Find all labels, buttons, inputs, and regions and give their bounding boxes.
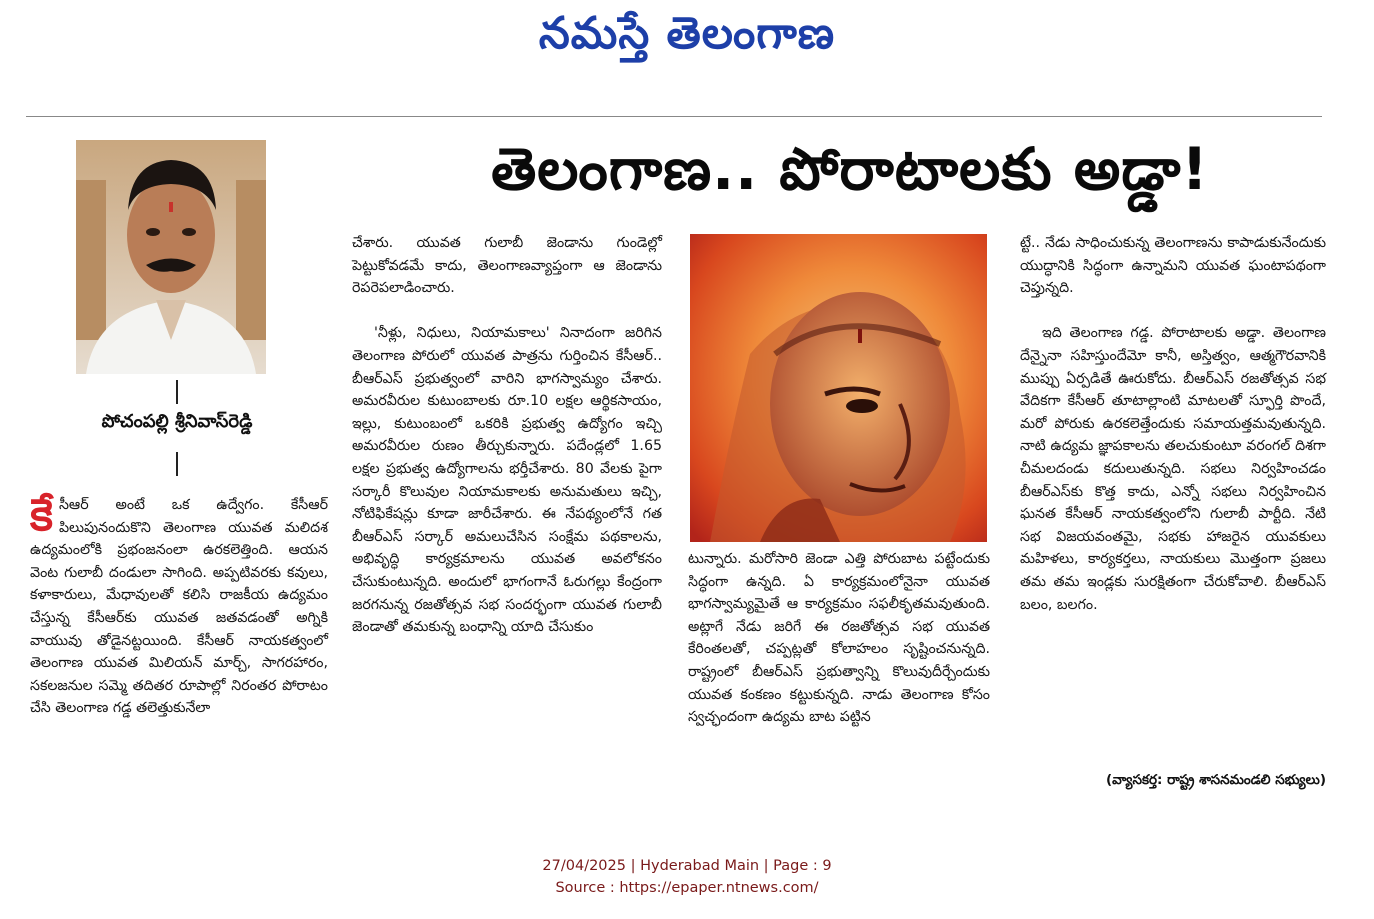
masthead-divider (26, 116, 1322, 117)
masthead-title: నమస్తే తెలంగాణ (538, 8, 836, 59)
drop-cap: కే (30, 490, 53, 541)
footer-edition-info: 27/04/2025 | Hyderabad Main | Page : 9 (542, 858, 832, 874)
author-divider-bottom (176, 452, 178, 476)
column-4-paragraph-1: ట్టే.. నేడు సాధించుకున్న తెలంగాణను కాపాడుకునేందుకు యుద్ధానికి సిద్ధంగా ఉన్నామని యువత ఘంటాపథంగా చెప్తున్నది. (1020, 235, 1326, 297)
column-3-paragraph: టున్నారు. మరోసారి జెండా ఎత్తి పోరుబాట పట్టేందుకు సిద్ధంగా ఉన్నది. ఏ కార్యక్రమంలోనైనా యువత భాగస్వామ్యమైతే ఆ కార్యక్రమం సఫలీకృతమవుతుంది. అట్లాగే నేడు జరిగే ఈ రజతోత్సవ సభ యువత కేరింతలతో, చప్పట్లతో కోలాహలం సృష్టించనున్నది. రాష్ట్రంలో బీఆర్ఎస్ ప్రభుత్వాన్ని కొలువుదీర్చేందుకు యువత కంకణం కట్టుకున్నది. నాడు తెలంగాణ కోసం స్వచ్ఛందంగా ఉద్యమ బాట పట్టిన (688, 551, 990, 726)
author-credit: (వ్యాసకర్త: రాష్ట్ర శాసనమండలి సభ్యులు) (1105, 772, 1326, 788)
column-2-paragraph-1: చేశారు. యువత గులాబీ జెండాను గుండెల్లో పెట్టుకోవడమే కాదు, తెలంగాణవ్యాప్తంగా ఆ జెండాను రెపరెపలాడించారు. (352, 235, 662, 297)
kcr-illustration (690, 234, 987, 542)
author-divider-top (176, 380, 178, 404)
article-column-3 (688, 548, 990, 798)
article-column-4 (1020, 232, 1326, 752)
column-1-paragraph: సీఆర్ అంటే ఒక ఉద్వేగం. కేసీఆర్ పిలుపునందుకొని తెలంగాణ యువత మలిదశ ఉద్యమంలోకి ప్రభంజనంలా ఉరకలెత్తింది. ఆయన వెంట గులాబీ దండులా సాగింది. అప్పటివరకు కవులు, కళాకారులు, మేధావులతో కలిసి రాజకీయ ఉద్యమం చేస్తున్న కేసీఆర్‌కు యువత జతవడంతో అగ్నికి వాయువు తోడైనట్టయింది. కేసీఆర్ నాయకత్వంలో తెలంగాణ యువత మిలియన్ మార్చ్, సాగరహారం, సకలజనుల సమ్మె తదితర రూపాల్లో నిరంతర పోరాటం చేసి తెలంగాణ గడ్డ తలెత్తుకునేలా (30, 497, 328, 717)
column-4-paragraph-2: ఇది తెలంగాణ గడ్డ. పోరాటాలకు అడ్డా. తెలంగాణ దేన్నైనా సహిస్తుందేమో కానీ, అస్తిత్వం, ఆత్మగౌరవానికి ముప్పు ఏర్పడితే ఊరుకోదు. బీఆర్ఎస్ రజతోత్సవ సభ వేదికగా కేసీఆర్ తూటాల్లాంటి మాటలతో స్ఫూర్తి పొందే, మరో పోరుకు ఉరకలెత్తేందుకు సమాయత్తమవుతున్నది. నాటి ఉద్యమ జ్ఞాపకాలను తలచుకుంటూ వరంగల్ దిశగా చీమలదండు కదులుతున్నది. సభలు నిర్వహించడం బీఆర్ఎస్‌కు కొత్త కాదు, ఎన్నో సభలు నిర్వహించిన ఘనత కేసీఆర్ నాయకత్వంలోని గులాబీ పార్టీది. నేటి సభ విజయవంతమై, సభకు హాజరైన యువకులు మహిళలు, కార్యకర్తలు, నాయకులు మొత్తంగా ప్రజలు తమ తమ ఇండ్లకు సురక్షితంగా చేరుకోవాలి. బీఆర్ఎస్ బలం, బలగం. (1020, 325, 1326, 613)
author-photo (76, 140, 266, 374)
masthead (0, 8, 1374, 70)
column-2-paragraph-2: 'నీళ్లు, నిధులు, నియామకాలు' నినాదంగా జరిగిన తెలంగాణ పోరులో యువత పాత్రను గుర్తించిన కేసీఆర్.. బీఆర్ఎస్ ప్రభుత్వంలో వారిని భాగస్వామ్యం చేశారు. అమరవీరుల కుటుంబాలకు రూ.10 లక్షల ఆర్థికసాయం, ఇల్లు, కుటుంబంలో ఒకరికి ప్రభుత్వ ఉద్యోగం ఇచ్చి అమరవీరుల రుణం తీర్చుకున్నారు. పదేండ్లలో 1.65 లక్షల ప్రభుత్వ ఉద్యోగాలను భర్తీచేశారు. 80 వేలకు పైగా సర్కారీ కొలువుల నియామకాలకు అనుమతులు ఇచ్చి, నోటిఫికేషన్లు కూడా జారీచేశారు. ఈ నేపథ్యంలోనే గత బీఆర్ఎస్ సర్కార్ అమలుచేసిన సంక్షేమ పథకాలను, అభివృద్ధి కార్యక్రమాలను యువత అవలోకనం చేసుకుంటున్నది. అందులో భాగంగానే ఓరుగల్లు కేంద్రంగా జరగనున్న రజతోత్సవ సభ సందర్భంగా యువత గులాబీ జెండాతో తమకున్న బంధాన్ని యాది చేసుకుం (352, 325, 662, 636)
footer-source-link[interactable]: Source : https://epaper.ntnews.com/ (555, 880, 819, 896)
article-headline: తెలంగాణ.. పోరాటాలకు అడ్డా! (491, 135, 1209, 203)
article-column-1 (30, 490, 328, 794)
article-column-2 (352, 232, 662, 802)
author-name: పోచంపల్లి శ్రీనివాస్‌రెడ్డి (101, 411, 253, 432)
